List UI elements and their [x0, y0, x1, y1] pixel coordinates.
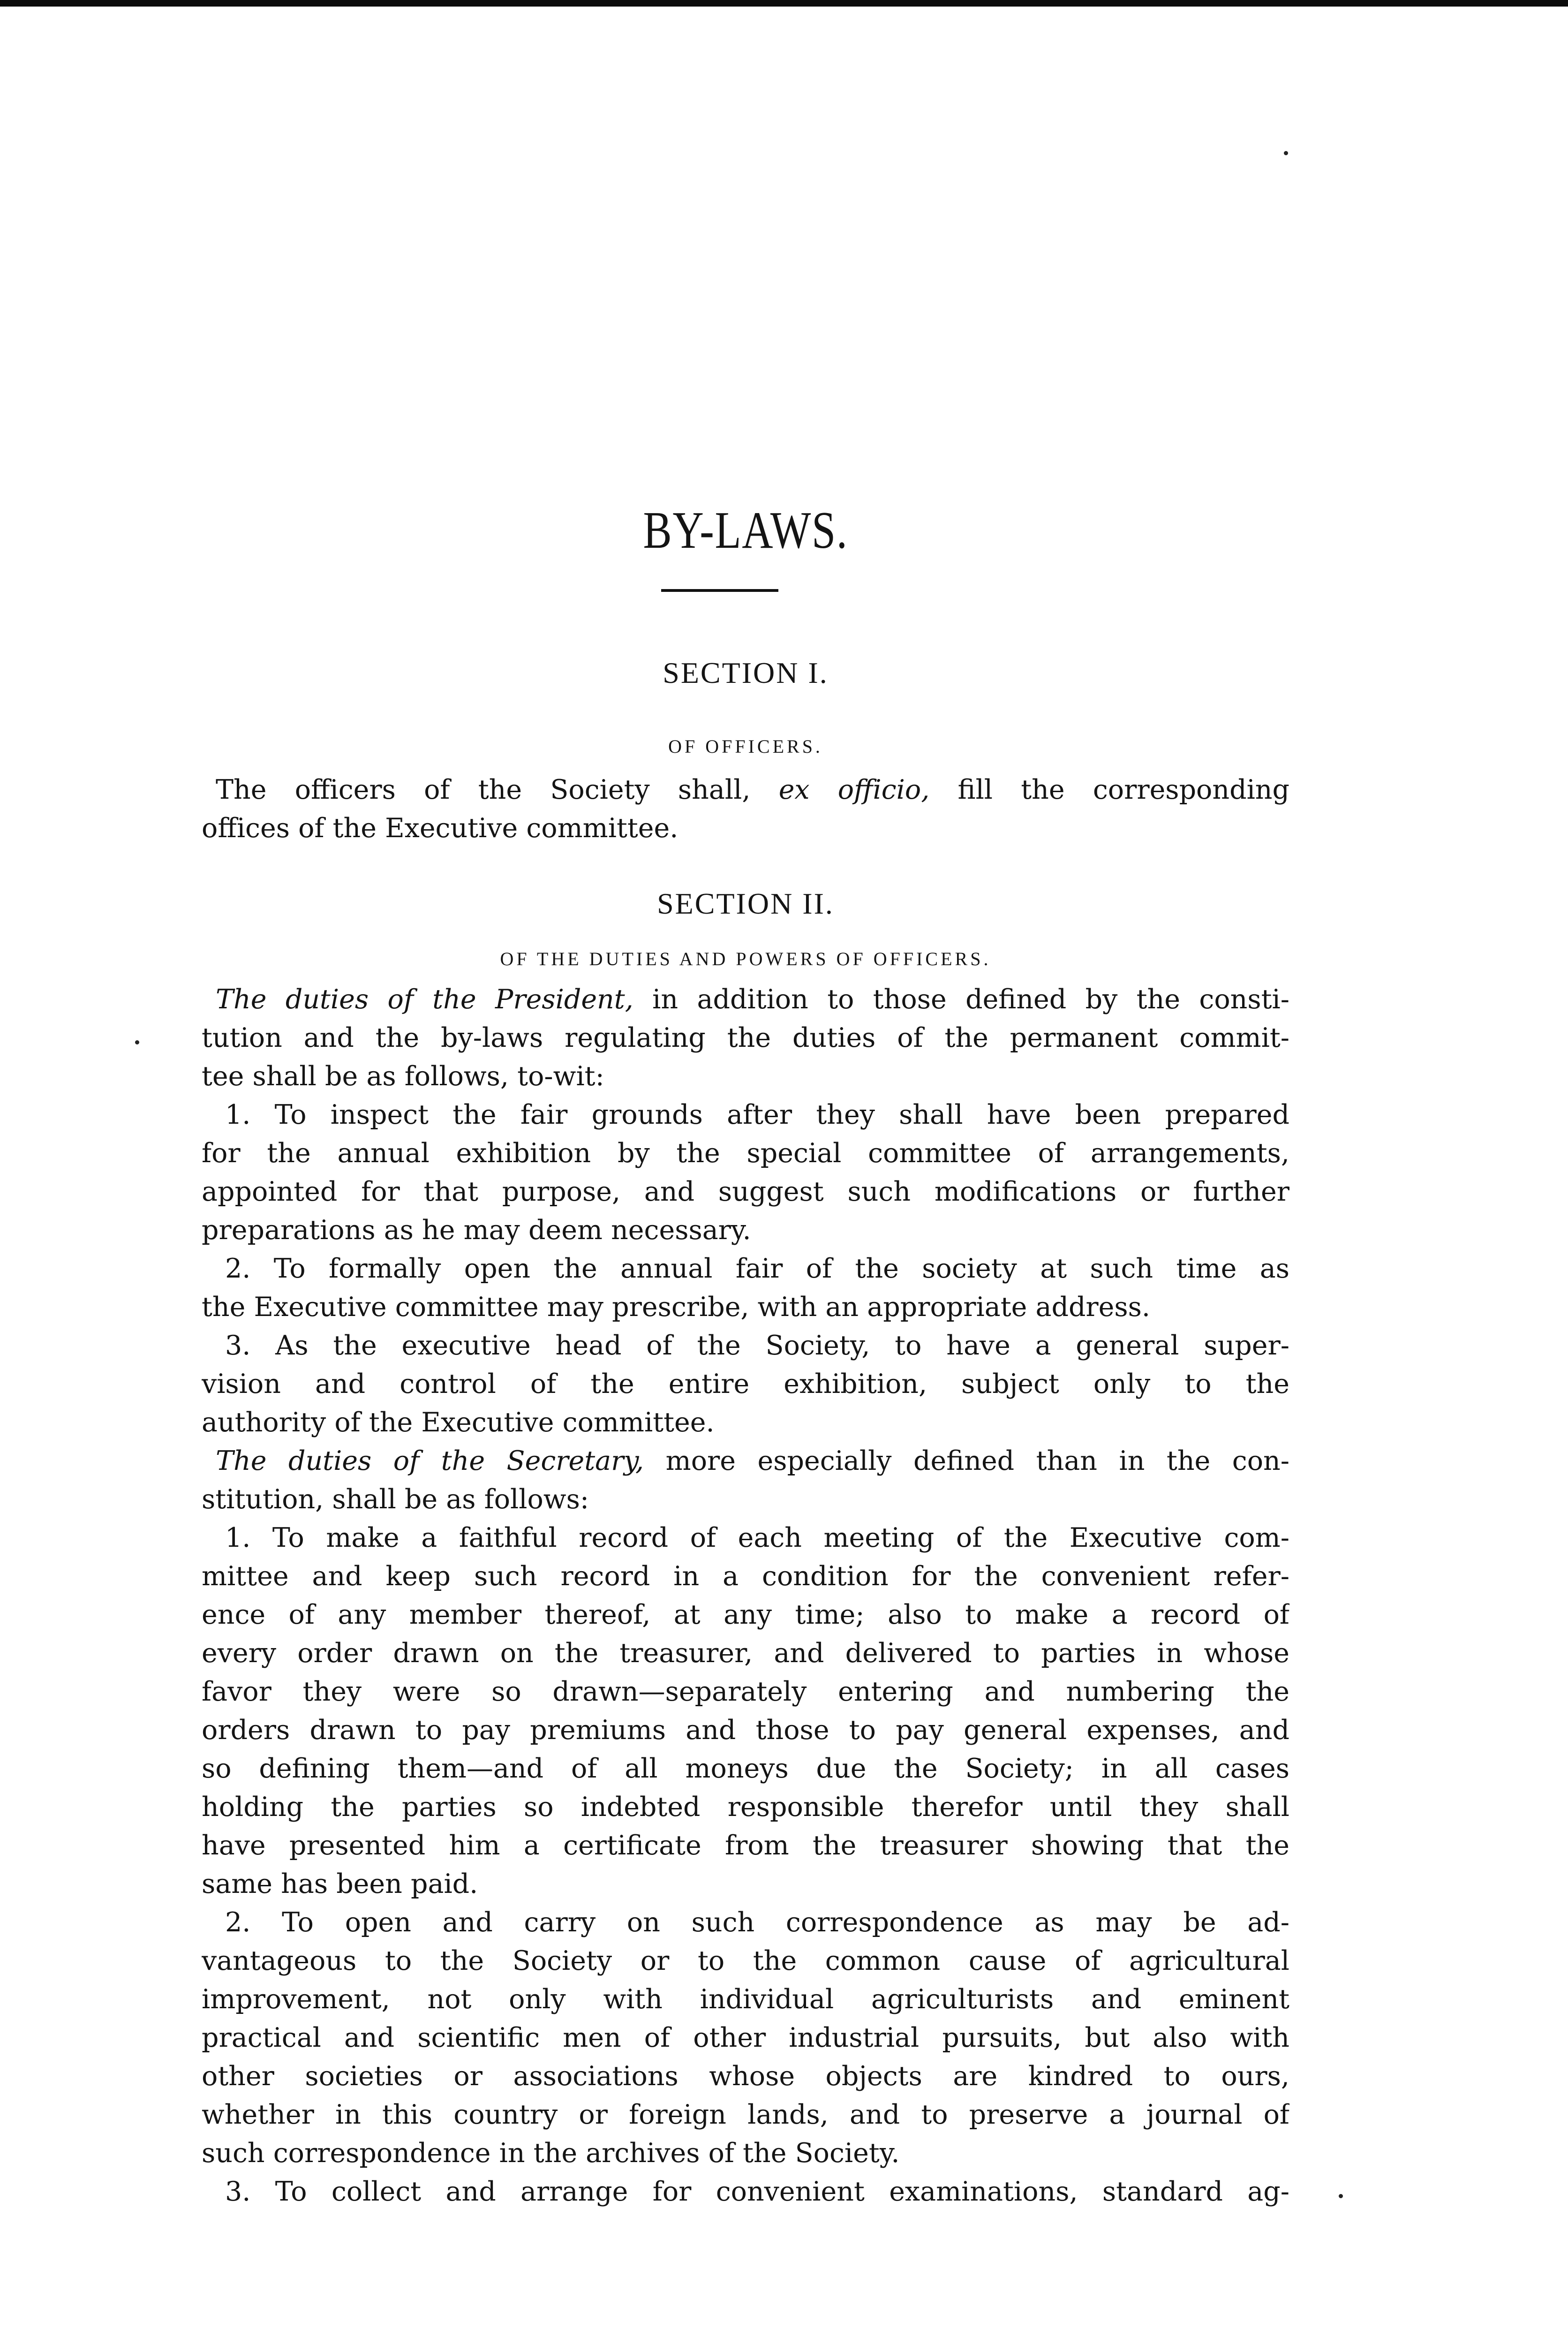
secretary-duty-3	[202, 2172, 1289, 2211]
list-item-line: holding the parties so indebted responsible therefor until they shall	[202, 1792, 1289, 1823]
scan-top-border	[0, 0, 1568, 7]
list-item-line: 2. To formally open the annual fair of the society at such time as	[225, 1253, 1289, 1284]
scan-speck	[135, 1040, 139, 1044]
list-item-line: 3. To collect and arrange for convenient examinations, standard ag-	[225, 2176, 1289, 2207]
list-item-line: whether in this country or foreign lands, and to preserve a journal of	[202, 2099, 1289, 2130]
list-item-line: mittee and keep such record in a condition for the convenient refer-	[202, 1561, 1289, 1592]
section-1-paragraph	[202, 771, 1289, 847]
paragraph-line: The officers of the Society shall, ex officio, fill the corresponding	[216, 774, 1289, 805]
paragraph-line: The duties of the President, in addition to those defined by the consti-	[216, 984, 1289, 1015]
list-item-line: favor they were so drawn—separately entering and numbering the	[202, 1676, 1289, 1707]
list-item-line: same has been paid.	[202, 1868, 478, 1899]
list-item-line: have presented him a certificate from the treasurer showing that the	[202, 1830, 1289, 1861]
scan-speck	[1284, 151, 1288, 155]
list-item-line: ence of any member thereof, at any time; also to make a record of	[202, 1599, 1289, 1630]
list-item-line: appointed for that purpose, and suggest such modifications or further	[202, 1176, 1289, 1207]
list-item-line: authority of the Executive committee.	[202, 1407, 715, 1438]
page-title: BY-LAWS.	[643, 501, 848, 560]
title-divider	[661, 589, 778, 592]
president-duty-2	[202, 1249, 1289, 1326]
section-1-subheading: OF OFFICERS.	[668, 736, 823, 757]
president-duties-intro	[202, 980, 1289, 1096]
list-item-line: preparations as he may deem necessary.	[202, 1215, 751, 1246]
president-duty-3	[202, 1326, 1289, 1442]
list-item-line: for the annual exhibition by the special committee of arrangements,	[202, 1138, 1289, 1169]
list-item-line: 1. To inspect the fair grounds after they shall have been prepared	[225, 1099, 1289, 1130]
paragraph-line: offices of the Executive committee.	[202, 813, 678, 844]
paragraph-line: tution and the by-laws regulating the duties of the permanent commit-	[202, 1022, 1289, 1053]
secretary-duty-1	[202, 1519, 1289, 1903]
list-item-line: practical and scientific men of other industrial pursuits, but also with	[202, 2022, 1289, 2053]
list-item-line: other societies or associations whose objects are kindred to ours,	[202, 2061, 1289, 2092]
list-item-line: 2. To open and carry on such correspondence as may be ad-	[225, 1907, 1289, 1938]
list-item-line: 3. As the executive head of the Society, to have a general super-	[225, 1330, 1289, 1361]
section-1-heading: SECTION I.	[663, 656, 829, 689]
list-item-line: orders drawn to pay premiums and those to pay general expenses, and	[202, 1715, 1289, 1746]
list-item-line: 1. To make a faithful record of each meeting of the Executive com-	[225, 1522, 1289, 1553]
list-item-line: the Executive committee may prescribe, with an appropriate address.	[202, 1292, 1151, 1323]
list-item-line: vision and control of the entire exhibition, subject only to the	[202, 1369, 1289, 1399]
paragraph-line: stitution, shall be as follows:	[202, 1484, 589, 1515]
secretary-duties-intro	[202, 1442, 1289, 1519]
list-item-line: so defining them—and of all moneys due the Society; in all cases	[202, 1753, 1289, 1784]
list-item-line: every order drawn on the treasurer, and delivered to parties in whose	[202, 1638, 1289, 1669]
list-item-line: vantageous to the Society or to the common cause of agricultural	[202, 1945, 1289, 1976]
paragraph-line: tee shall be as follows, to-wit:	[202, 1061, 604, 1092]
list-item-line: such correspondence in the archives of the Society.	[202, 2138, 900, 2169]
secretary-duty-2	[202, 1903, 1289, 2172]
section-2-subheading: OF THE DUTIES AND POWERS OF OFFICERS.	[500, 948, 991, 969]
paragraph-line: The duties of the Secretary, more especially defined than in the con-	[216, 1445, 1289, 1476]
president-duty-1	[202, 1096, 1289, 1249]
section-2-heading: SECTION II.	[657, 887, 834, 920]
scan-speck	[1339, 2194, 1343, 2198]
list-item-line: improvement, not only with individual agriculturists and eminent	[202, 1984, 1289, 2015]
